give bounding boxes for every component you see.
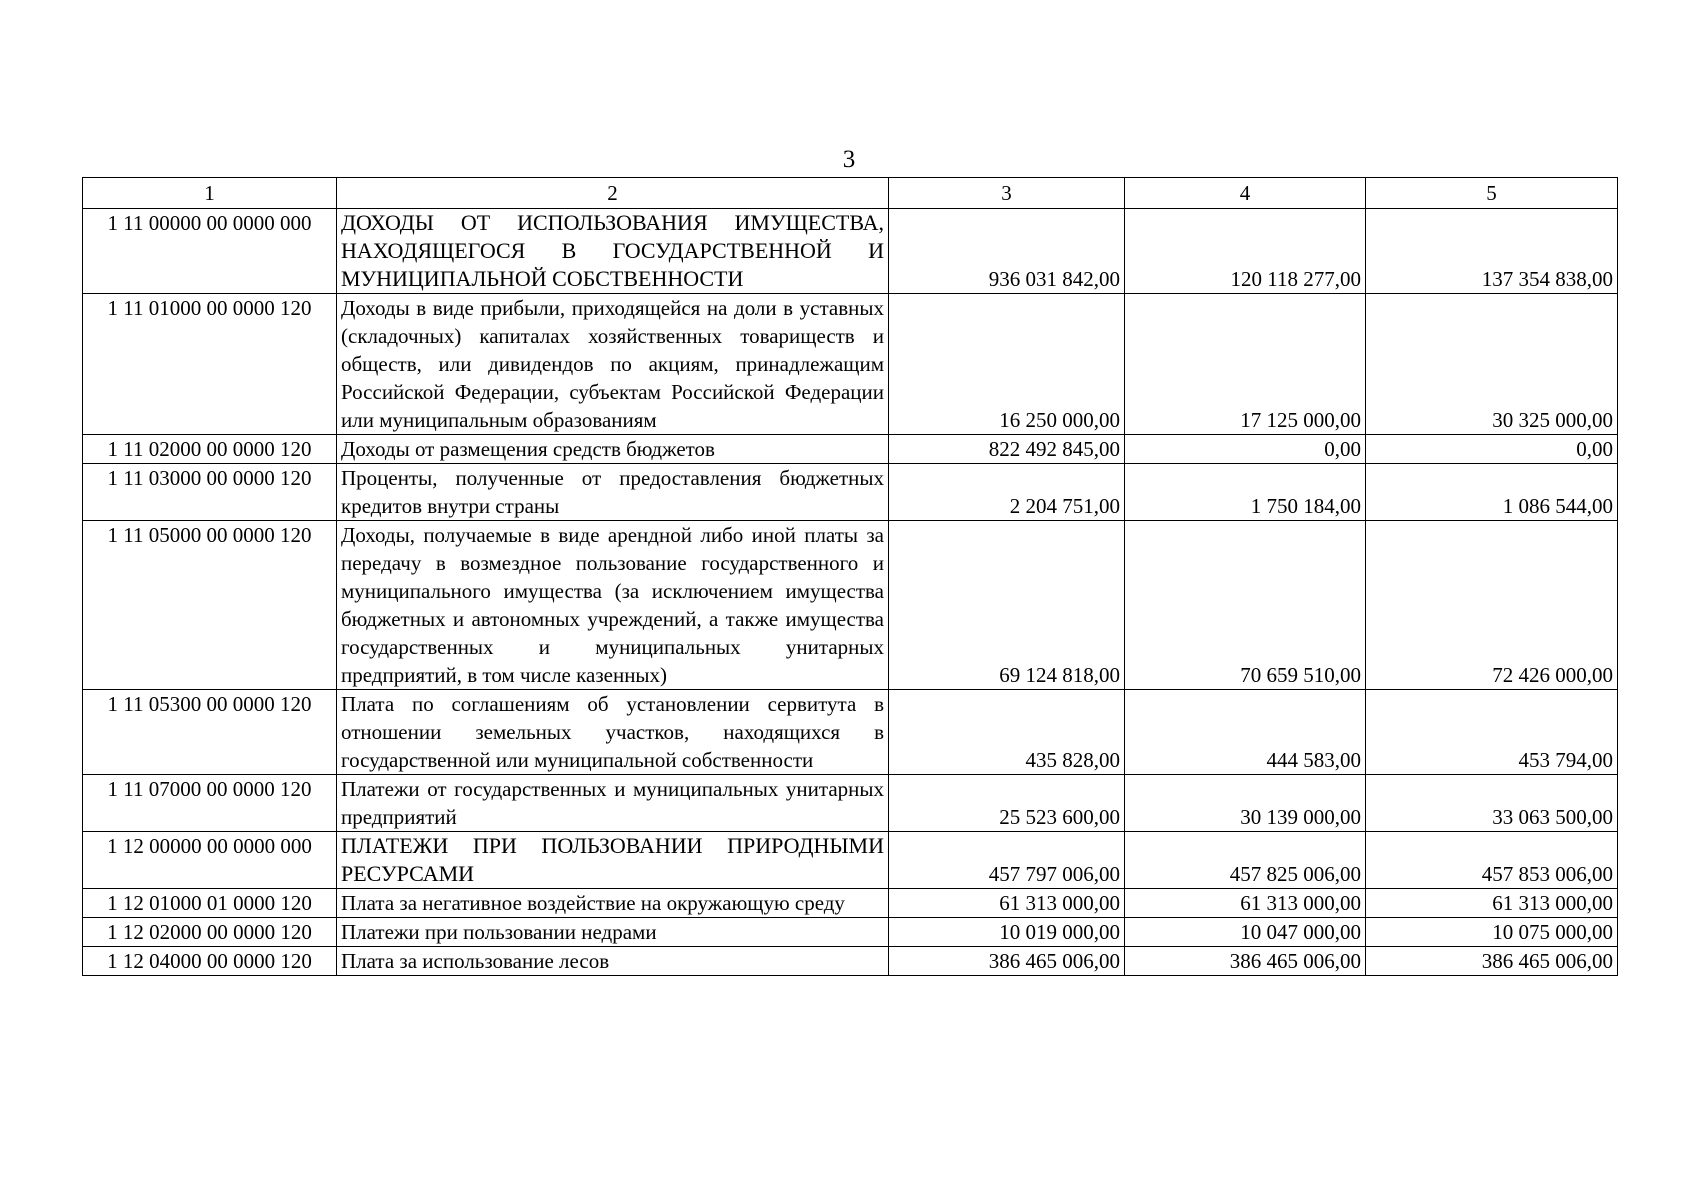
column-header: 3 — [889, 178, 1125, 209]
amount-col3: 2 204 751,00 — [889, 464, 1125, 521]
column-number-header — [83, 178, 1618, 209]
column-header: 5 — [1366, 178, 1618, 209]
revenue-name: Плата за негативное воздействие на окружающую среду — [337, 889, 889, 918]
page-number: 3 — [842, 146, 856, 173]
budget-code: 1 11 02000 00 0000 120 — [83, 435, 337, 464]
table-row — [83, 690, 1618, 775]
amount-col5: 457 853 006,00 — [1366, 832, 1618, 889]
amount-col4: 457 825 006,00 — [1125, 832, 1366, 889]
revenue-name: Плата за использование лесов — [337, 947, 889, 976]
table-row — [83, 775, 1618, 832]
amount-col4: 10 047 000,00 — [1125, 918, 1366, 947]
table-row — [83, 918, 1618, 947]
amount-col4: 30 139 000,00 — [1125, 775, 1366, 832]
revenue-name: Доходы в виде прибыли, приходящейся на доли в уставных (складочных) капиталах хозяйственных товариществ и обществ, или дивидендов по акциям, принадлежащим Российской Федерации, субъектам Российской Федерации или муниципальным образованиям — [337, 294, 889, 435]
amount-col3: 69 124 818,00 — [889, 521, 1125, 690]
amount-col4: 0,00 — [1125, 435, 1366, 464]
amount-col4: 1 750 184,00 — [1125, 464, 1366, 521]
budget-code: 1 11 05000 00 0000 120 — [83, 521, 337, 690]
table-row — [83, 294, 1618, 435]
amount-col4: 444 583,00 — [1125, 690, 1366, 775]
amount-col4: 61 313 000,00 — [1125, 889, 1366, 918]
table-row — [83, 464, 1618, 521]
table-row — [83, 947, 1618, 976]
budget-code: 1 11 07000 00 0000 120 — [83, 775, 337, 832]
amount-col5: 61 313 000,00 — [1366, 889, 1618, 918]
revenue-name: Доходы, получаемые в виде арендной либо иной платы за передачу в возмездное пользование государственного и муниципального имущества (за исключением имущества бюджетных и автономных учреждений, а также имущества государственных и муниципальных унитарных предприятий, в том числе казенных) — [337, 521, 889, 690]
amount-col5: 72 426 000,00 — [1366, 521, 1618, 690]
revenue-name: Плата по соглашениям об установлении сервитута в отношении земельных участков, находящихся в государственной или муниципальной собственности — [337, 690, 889, 775]
revenue-name: ПЛАТЕЖИ ПРИ ПОЛЬЗОВАНИИ ПРИРОДНЫМИ РЕСУРСАМИ — [337, 832, 889, 889]
amount-col4: 120 118 277,00 — [1125, 209, 1366, 294]
amount-col3: 435 828,00 — [889, 690, 1125, 775]
amount-col4: 70 659 510,00 — [1125, 521, 1366, 690]
amount-col3: 61 313 000,00 — [889, 889, 1125, 918]
revenue-name: Платежи от государственных и муниципальных унитарных предприятий — [337, 775, 889, 832]
revenue-name: Проценты, полученные от предоставления бюджетных кредитов внутри страны — [337, 464, 889, 521]
amount-col4: 386 465 006,00 — [1125, 947, 1366, 976]
amount-col5: 1 086 544,00 — [1366, 464, 1618, 521]
table-row — [83, 889, 1618, 918]
amount-col5: 137 354 838,00 — [1366, 209, 1618, 294]
amount-col5: 453 794,00 — [1366, 690, 1618, 775]
column-header: 1 — [83, 178, 337, 209]
amount-col3: 936 031 842,00 — [889, 209, 1125, 294]
budget-code: 1 11 00000 00 0000 000 — [83, 209, 337, 294]
table-row — [83, 209, 1618, 294]
revenue-name: Доходы от размещения средств бюджетов — [337, 435, 889, 464]
amount-col4: 17 125 000,00 — [1125, 294, 1366, 435]
revenue-name: ДОХОДЫ ОТ ИСПОЛЬЗОВАНИЯ ИМУЩЕСТВА, НАХОДЯЩЕГОСЯ В ГОСУДАРСТВЕННОЙ И МУНИЦИПАЛЬНОЙ СОБСТВЕННОСТИ — [337, 209, 889, 294]
amount-col3: 822 492 845,00 — [889, 435, 1125, 464]
column-header: 4 — [1125, 178, 1366, 209]
budget-code: 1 11 03000 00 0000 120 — [83, 464, 337, 521]
column-header: 2 — [337, 178, 889, 209]
amount-col3: 16 250 000,00 — [889, 294, 1125, 435]
amount-col3: 10 019 000,00 — [889, 918, 1125, 947]
table-row — [83, 435, 1618, 464]
amount-col5: 30 325 000,00 — [1366, 294, 1618, 435]
table-row — [83, 521, 1618, 690]
budget-code: 1 12 01000 01 0000 120 — [83, 889, 337, 918]
budget-code: 1 12 02000 00 0000 120 — [83, 918, 337, 947]
budget-code: 1 11 05300 00 0000 120 — [83, 690, 337, 775]
amount-col5: 386 465 006,00 — [1366, 947, 1618, 976]
amount-col3: 386 465 006,00 — [889, 947, 1125, 976]
amount-col3: 25 523 600,00 — [889, 775, 1125, 832]
budget-code: 1 12 00000 00 0000 000 — [83, 832, 337, 889]
amount-col3: 457 797 006,00 — [889, 832, 1125, 889]
budget-code: 1 11 01000 00 0000 120 — [83, 294, 337, 435]
budget-code: 1 12 04000 00 0000 120 — [83, 947, 337, 976]
revenue-name: Платежи при пользовании недрами — [337, 918, 889, 947]
amount-col5: 0,00 — [1366, 435, 1618, 464]
table-row — [83, 832, 1618, 889]
amount-col5: 10 075 000,00 — [1366, 918, 1618, 947]
amount-col5: 33 063 500,00 — [1366, 775, 1618, 832]
budget-revenue-table — [82, 177, 1618, 976]
